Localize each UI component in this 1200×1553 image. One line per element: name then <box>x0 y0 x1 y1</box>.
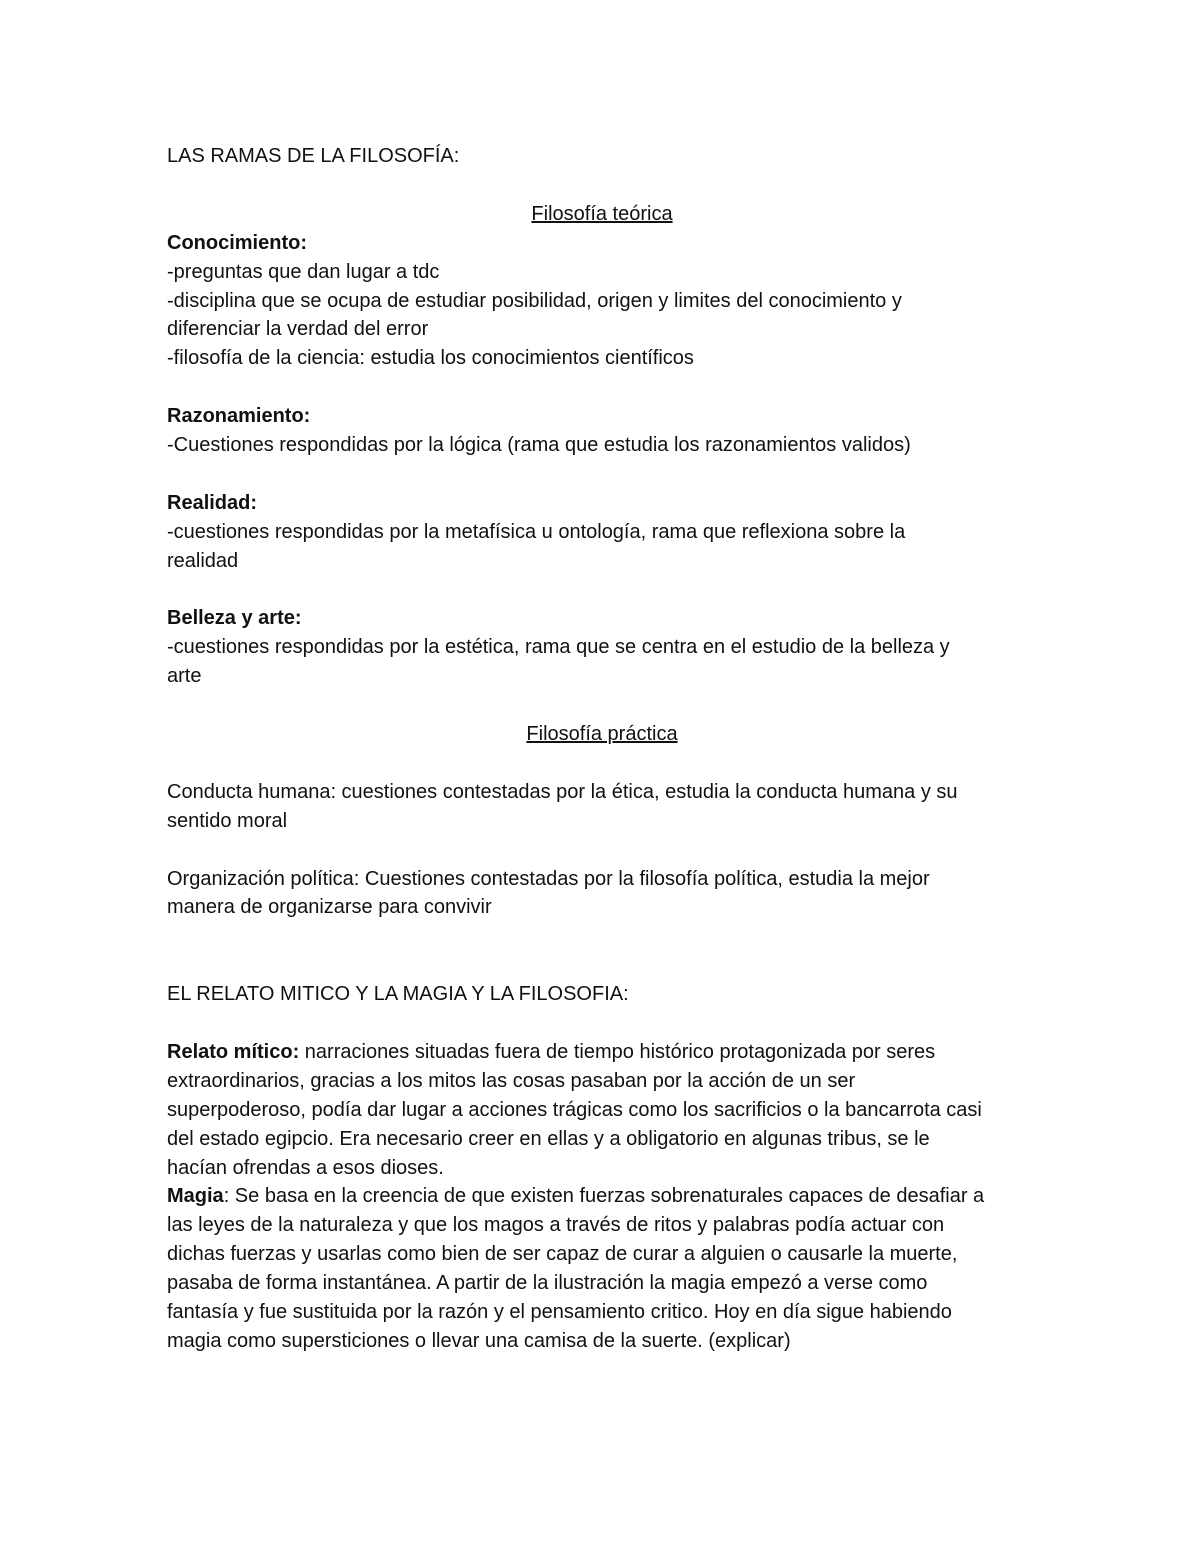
conocimiento-line: -preguntas que dan lugar a tdc <box>167 260 440 283</box>
realidad-line: -cuestiones respondidas por la metafísica u ontología, rama que reflexiona sobre la <box>167 520 906 543</box>
magia-first-line <box>167 1182 1037 1211</box>
relato-text: narraciones situadas fuera de tiempo histórico protagonizada por seres <box>299 1040 936 1063</box>
magia-line: magia como supersticiones o llevar una camisa de la suerte. (explicar) <box>167 1330 791 1352</box>
spacer <box>167 922 1037 951</box>
conducta-line: Conducta humana: cuestiones contestadas por la ética, estudia la conducta humana y su <box>167 780 958 803</box>
conducta-line: sentido moral <box>167 809 288 832</box>
spacer <box>167 1009 1037 1038</box>
section-title-relato-mitico: EL RELATO MITICO Y LA MAGIA Y LA FILOSOFIA: <box>167 983 629 1006</box>
label-relato-mitico: Relato mítico: <box>167 1040 300 1063</box>
relato-first-line <box>167 1038 1037 1067</box>
belleza-line: arte <box>167 665 202 688</box>
magia-line: fantasía y fue sustituida por la razón y el pensamiento critico. Hoy en día sigue habiendo <box>167 1301 952 1324</box>
heading-filosofia-practica: Filosofía práctica <box>526 723 678 746</box>
razonamiento-line: -Cuestiones respondidas por la lógica (rama que estudia los razonamientos validos) <box>167 434 911 457</box>
label-conocimiento: Conocimiento: <box>167 231 307 254</box>
conocimiento-line: -filosofía de la ciencia: estudia los conocimientos científicos <box>167 347 694 370</box>
spacer <box>167 576 1037 605</box>
label-realidad: Realidad: <box>167 491 258 514</box>
realidad-line: realidad <box>167 549 239 572</box>
magia-line: pasaba de forma instantánea. A partir de la ilustración la magia empezó a verse como <box>167 1272 928 1295</box>
relato-line: extraordinarios, gracias a los mitos las cosas pasaban por la acción de un ser <box>167 1069 856 1092</box>
document-page <box>167 142 1037 1356</box>
magia-text: : Se basa en la creencia de que existen fuerzas sobrenaturales capaces de desafiar a <box>223 1185 985 1208</box>
spacer <box>167 691 1037 720</box>
spacer <box>167 951 1037 980</box>
heading-filosofia-teorica: Filosofía teórica <box>531 202 673 225</box>
spacer <box>167 836 1037 865</box>
label-magia: Magia <box>167 1185 224 1208</box>
section-title-ramas: LAS RAMAS DE LA FILOSOFÍA: <box>167 145 460 167</box>
magia-line: las leyes de la naturaleza y que los magos a través de ritos y palabras podía actuar con <box>167 1214 945 1237</box>
spacer <box>167 749 1037 778</box>
conocimiento-line: diferenciar la verdad del error <box>167 318 429 341</box>
organizacion-line: Organización política: Cuestiones contestadas por la filosofía política, estudia la mejor <box>167 867 930 890</box>
spacer <box>167 373 1037 402</box>
relato-line: superpoderoso, podía dar lugar a acciones trágicas como los sacrificios o la bancarrota casi <box>167 1098 982 1121</box>
belleza-line: -cuestiones respondidas por la estética, rama que se centra en el estudio de la belleza y <box>167 636 950 659</box>
label-belleza-arte: Belleza y arte: <box>167 607 302 630</box>
magia-line: dichas fuerzas y usarlas como bien de ser capaz de curar a alguien o causarle la muerte, <box>167 1243 958 1266</box>
spacer <box>167 171 1037 200</box>
conocimiento-line: -disciplina que se ocupa de estudiar posibilidad, origen y limites del conocimiento y <box>167 289 902 312</box>
relato-line: hacían ofrendas a esos dioses. <box>167 1156 444 1179</box>
spacer <box>167 460 1037 489</box>
label-razonamiento: Razonamiento: <box>167 405 311 428</box>
organizacion-line: manera de organizarse para convivir <box>167 896 492 919</box>
relato-line: del estado egipcio. Era necesario creer en ellas y a obligatorio en algunas tribus, se le <box>167 1127 930 1150</box>
